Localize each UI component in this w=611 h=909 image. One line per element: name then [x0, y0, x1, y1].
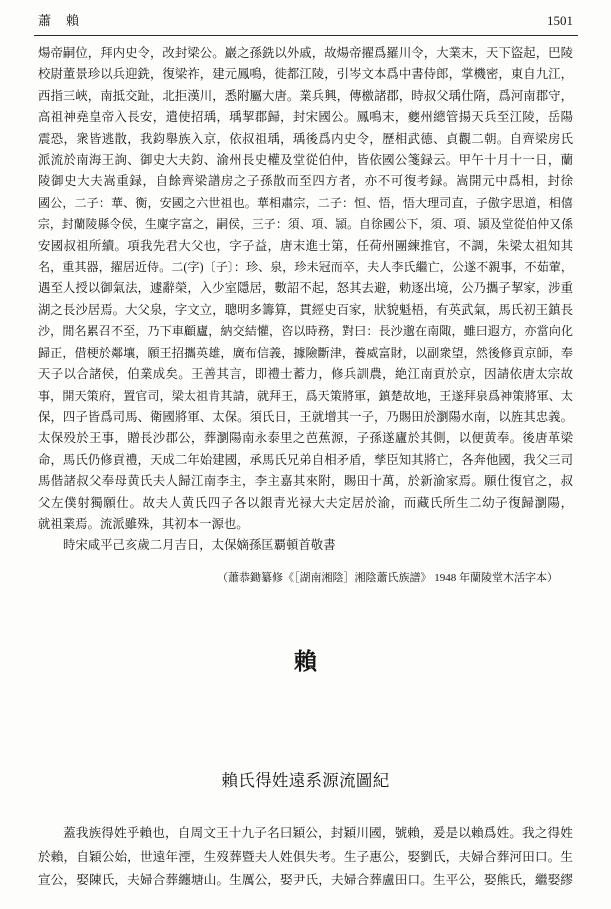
text-line: 湖之長沙居焉。大父泉，字文立，聰明多籌算，貫經史百家，狀貌魁梧，有英武氣，馬氏初王鎮長: [38, 302, 573, 317]
text-line: 歸正，借梗於鄰壤，願王招攜英雄，廣布信義，據險斷津，養威富財，以副衆望，然後修貢京師，奉: [38, 345, 573, 360]
text-line: 宗，封蘭陵縣令侯，生廩字富之，嗣侯，三子：須、項、頴。自徐國公下，須、項、頴及堂從伯仲又係: [38, 217, 573, 232]
article-title: 賴氏得姓遠系源流圖紀: [221, 771, 390, 790]
lai-article-text: [38, 822, 573, 893]
text-line: 沙，閒名累召不至，乃下車顧廬，納交結懽，咨以時務，對曰：長沙邈在南陬，雖曰遐方，亦當向化: [38, 324, 573, 339]
text-line: 馬偕諸叔父奉母黄氏夫人歸江南李主，李主嘉其來附，賜田十萬，於新渝家焉。願仕復官之，叔: [38, 474, 573, 489]
text-line: 蓋我族得姓乎賴也，自周文王十九子名曰穎公，封穎川國，號賴，爰是以賴爲姓。我之得姓: [63, 826, 573, 840]
closing-text-line: 就祖業焉。流派雖殊，其初本一源也。: [38, 516, 249, 531]
text-line: 校尉董景珍以兵迎銑，復梁祚，建元鳳鳴，徙都江陵，引岑文本爲中書侍郎，掌機密，東自九江，: [38, 67, 573, 82]
text-line: 國公，二子：華、衡，安國之六世祖也。華相肅宗，二子：恒、悟，悟大理司直，子傲字思道，相僖: [38, 195, 573, 210]
xiao-preface-text: [38, 43, 573, 557]
text-line: 安國叔祖所續。項我先君大父也，字子益，唐末進士第，任荷州團練推官，不調，朱梁太祖知其: [38, 238, 573, 253]
text-line: 命，馬氏仍修貢禮，天成二年始建國，承馬氏兄弟自相矛盾，孳臣知其將亡，各奔他國，我父三司: [38, 452, 573, 467]
text-line: 天子以合諸侯，伯業成矣。王善其言，即禮士蓄力，修兵訓農，絶江南貢於京，因請依唐太宗故: [38, 367, 573, 382]
source-citation: （蕭恭鋤纂修《［湖南湘陰］湘陰蕭氏族譜》 1948 年蘭陵堂木活字本）: [217, 572, 558, 584]
text-line: 太保殁於王事，贈長沙郡公，葬瀏陽南永泰里之芭蕉源，子孫遂廬於其側，以便黄奉。後唐革梁: [38, 431, 573, 446]
text-line: 煬帝嗣位，拜内史令，改封梁公。巖之孫銑以外戚，故煬帝擢爲羅川令，大業末，天下盜起，巴陵: [38, 46, 573, 60]
text-line: 事，開天策府，置官司，梁太祖肯其請，就拜王，爲天策將軍，鎮楚故地，王遂拜泉爲神策將軍、太: [38, 388, 573, 403]
running-header-title: 蕭 賴: [38, 13, 81, 28]
text-line: 西指三峽，南抵交趾，北拒漢川，悉附屬大唐。業兵興，傳檄諸郡，時叔父瑀仕隋，爲河南郡守，: [38, 88, 573, 103]
text-line: 保，四子皆爲司馬、衛國將軍、太保。須氏日，王就增其一子，乃賜田於瀏陽水南，以旌其忠義。: [38, 409, 573, 424]
text-line: 高祖神堯皇帝入長安，遣使招瑀，瑀挈郡歸，封宋國公。鳳鳴末，夔州總管揚天兵至江陵，岳陽: [38, 110, 573, 125]
text-line: 陵御史大夫嵩重録，自餘齊梁譜房之子孫散而至四方者，亦不可復考録。嵩開元中爲相，封徐: [38, 174, 573, 189]
text-line: 父左僕射獨願仕。故夫人黄氏四子各以銀青光禄大夫定居於渝，而藏氏所生二幼子復歸瀏陽，: [38, 495, 573, 510]
text-line: 於賴，自穎公始，世遠年湮，生歿葬暨夫人姓俱失考。生子惠公，娶劉氏，夫婦合葬河田口。生: [38, 849, 573, 864]
surname-heading: 賴: [294, 649, 317, 674]
author-signature: 時宋咸平己亥歲二月吉日，太保嫡孫匡覇頓首敬書: [63, 538, 336, 553]
header-rule: [34, 35, 578, 36]
text-line: 遇至人授以御氣法，遽辭榮，入少室隱居，數詔不起，怒其去避，勅逐出境，公乃攜子挈家，涉重: [38, 281, 573, 296]
page-number: 1501: [547, 13, 573, 28]
text-line: 派流於南海王詢、御史大夫鈞、渝州長史權及堂從伯仲，皆依國公箋録云。甲午十月十一日，蘭: [38, 153, 573, 168]
text-line: 宣公，娶陳氏，夫婦合葬纏塘山。生厲公，娶尹氏，夫婦合葬盧田口。生平公，娶熊氏，繼娶繆: [38, 873, 573, 887]
text-line: 名，重其器，擢居近侍。二(字)〔子〕：珍、泉，珍未冠而卒，夫人李氏繼亡，公遂不親事，不茹葷，: [38, 260, 573, 275]
text-line: 震恐，衆皆逃散，我鈞舉族入京，依叔祖瑀，瑀後爲内史令，歷相武德、貞觀二朝。自齊梁房氏: [38, 131, 573, 146]
